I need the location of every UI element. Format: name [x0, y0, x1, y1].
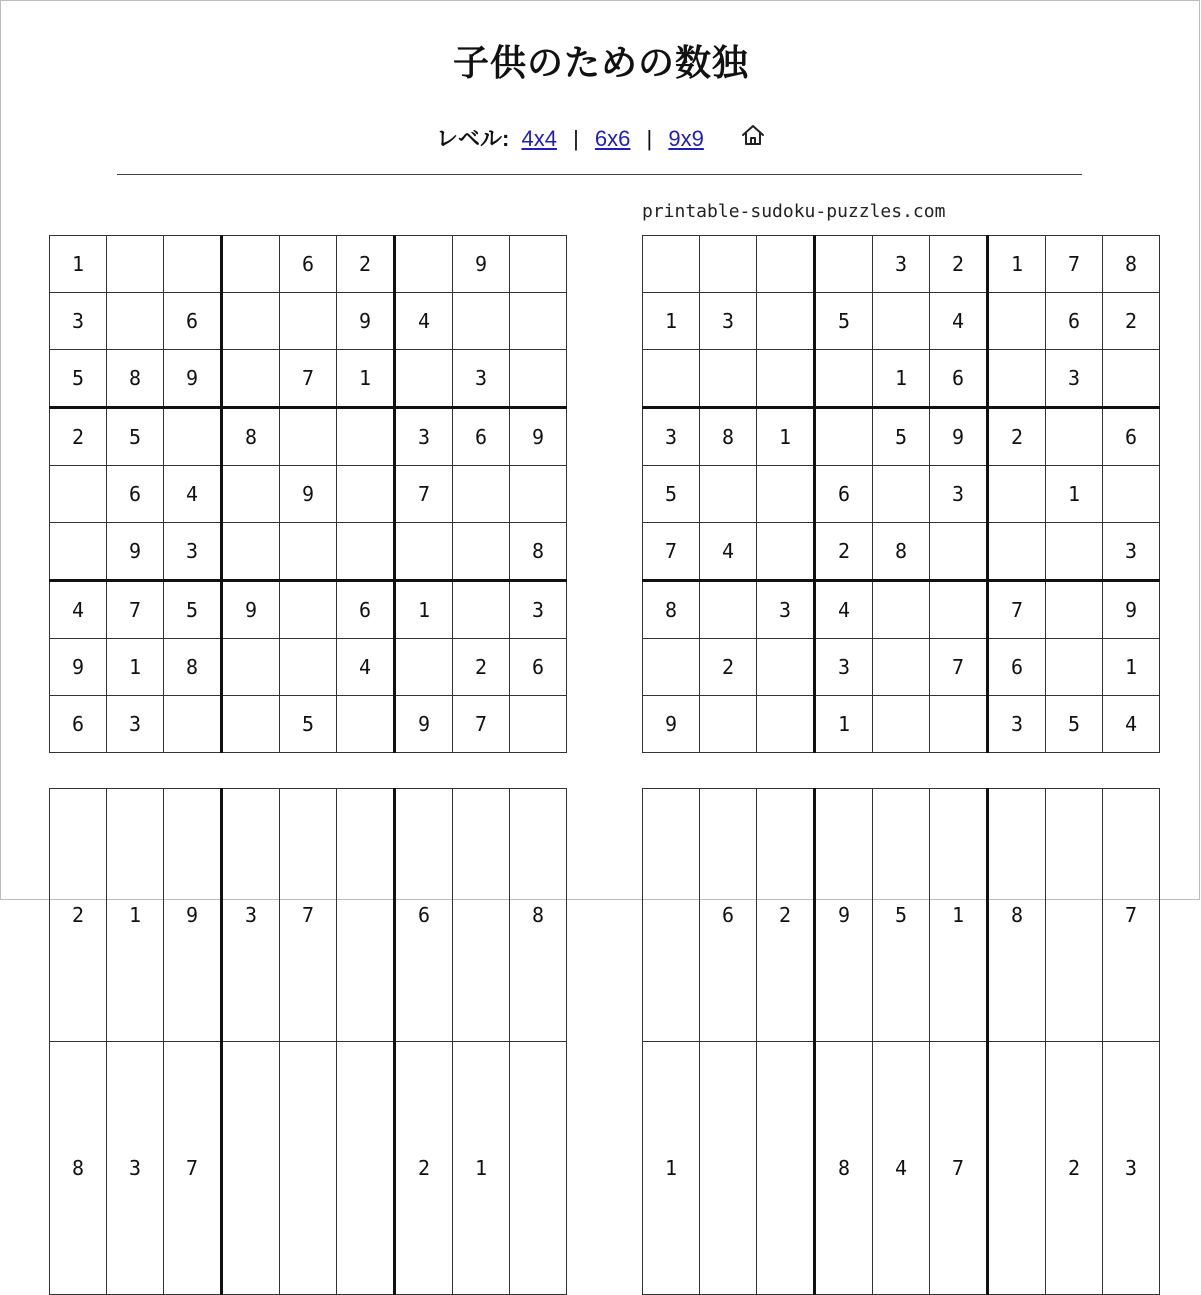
sudoku-row: [643, 523, 1160, 581]
sudoku-cell: [337, 696, 395, 753]
sudoku-cell: 4: [930, 293, 988, 350]
sudoku-cell: [395, 350, 453, 408]
sudoku-cell: [643, 350, 700, 408]
sudoku-cell: [873, 581, 930, 639]
sudoku-cell: 1: [50, 236, 107, 293]
sudoku-cell: 1: [757, 408, 815, 466]
sudoku-cell: 8: [222, 408, 280, 466]
level-link-9x9[interactable]: 9x9: [668, 126, 704, 151]
header-divider: [117, 174, 1082, 175]
sudoku-cell: 5: [1046, 696, 1103, 753]
sudoku-cell: 1: [930, 789, 988, 1042]
sudoku-cell: 9: [453, 236, 510, 293]
sudoku-cell: [337, 408, 395, 466]
level-label: レベル:: [436, 126, 510, 151]
sudoku-cell: [1103, 466, 1160, 523]
sudoku-cell: 4: [1103, 696, 1160, 753]
sudoku-cell: [988, 523, 1046, 581]
sudoku-cell: [164, 236, 222, 293]
sudoku-grid-2: [642, 235, 1160, 753]
sudoku-row: [643, 696, 1160, 753]
level-link-6x6[interactable]: 6x6: [594, 126, 631, 151]
sudoku-cell: 3: [988, 696, 1046, 753]
sudoku-cell: 5: [164, 581, 222, 639]
sudoku-cell: [453, 466, 510, 523]
sudoku-row: [643, 639, 1160, 696]
sudoku-cell: 7: [280, 350, 337, 408]
sudoku-grid-4: [642, 788, 1160, 1295]
sudoku-row: [643, 789, 1160, 1042]
sudoku-cell: [988, 293, 1046, 350]
sudoku-cell: [453, 581, 510, 639]
sudoku-cell: [510, 236, 567, 293]
sudoku-cell: 3: [222, 789, 280, 1042]
sudoku-cell: [643, 789, 700, 1042]
sudoku-cell: 2: [50, 789, 107, 1042]
sudoku-cell: [222, 293, 280, 350]
sudoku-cell: 3: [395, 408, 453, 466]
page-title: 子供のための数独: [452, 43, 749, 84]
sudoku-row: [643, 466, 1160, 523]
sudoku-cell: 3: [1103, 1042, 1160, 1295]
sudoku-cell: 7: [930, 1042, 988, 1295]
sudoku-cell: 4: [815, 581, 873, 639]
sudoku-row: [50, 1042, 567, 1295]
sudoku-row: [643, 293, 1160, 350]
sudoku-cell: 7: [643, 523, 700, 581]
sudoku-cell: 8: [1103, 236, 1160, 293]
sudoku-cell: 9: [280, 466, 337, 523]
sudoku-cell: 9: [164, 350, 222, 408]
sudoku-cell: 8: [510, 523, 567, 581]
sudoku-cell: 5: [107, 408, 164, 466]
sudoku-cell: 6: [164, 293, 222, 350]
sudoku-cell: [643, 639, 700, 696]
sudoku-cell: [280, 523, 337, 581]
sudoku-cell: 3: [700, 293, 757, 350]
sudoku-cell: [280, 581, 337, 639]
sudoku-cell: [930, 523, 988, 581]
sudoku-cell: [280, 293, 337, 350]
sudoku-cell: 3: [453, 350, 510, 408]
sudoku-cell: 2: [1103, 293, 1160, 350]
sudoku-cell: 6: [1103, 408, 1160, 466]
sudoku-cell: 2: [815, 523, 873, 581]
sudoku-cell: 1: [988, 236, 1046, 293]
sudoku-row: [643, 581, 1160, 639]
sudoku-cell: 7: [164, 1042, 222, 1295]
sudoku-cell: [757, 293, 815, 350]
sudoku-cell: 1: [643, 1042, 700, 1295]
sudoku-cell: 9: [815, 789, 873, 1042]
home-icon-svg: [740, 122, 766, 148]
sudoku-cell: 2: [1046, 1042, 1103, 1295]
sudoku-cell: 3: [643, 408, 700, 466]
sudoku-cell: 7: [453, 696, 510, 753]
sudoku-cell: 4: [700, 523, 757, 581]
sudoku-row: [50, 789, 567, 1042]
sudoku-row: [50, 408, 567, 466]
sudoku-cell: [700, 696, 757, 753]
sudoku-cell: [395, 523, 453, 581]
sudoku-cell: 6: [395, 789, 453, 1042]
sudoku-cell: 5: [280, 696, 337, 753]
sudoku-cell: [453, 293, 510, 350]
sudoku-cell: [873, 639, 930, 696]
sudoku-cell: 1: [107, 639, 164, 696]
sudoku-cell: [815, 236, 873, 293]
sudoku-cell: [757, 466, 815, 523]
sudoku-cell: 4: [873, 1042, 930, 1295]
sudoku-cell: [757, 350, 815, 408]
sudoku-cell: 6: [930, 350, 988, 408]
sudoku-cell: 3: [930, 466, 988, 523]
sudoku-cell: [510, 466, 567, 523]
sudoku-cell: [815, 408, 873, 466]
sudoku-cell: 3: [1103, 523, 1160, 581]
sudoku-cell: [757, 523, 815, 581]
sudoku-cell: 9: [395, 696, 453, 753]
sudoku-cell: 9: [930, 408, 988, 466]
sudoku-cell: 4: [337, 639, 395, 696]
level-separator: |: [646, 126, 653, 151]
site-label: printable-sudoku-puzzles.com: [642, 201, 946, 222]
sudoku-grid-1: [49, 235, 567, 753]
sudoku-row: [50, 236, 567, 293]
sudoku-cell: 2: [757, 789, 815, 1042]
sudoku-cell: [873, 696, 930, 753]
sudoku-cell: [164, 408, 222, 466]
sudoku-cell: 6: [453, 408, 510, 466]
sudoku-cell: 8: [643, 581, 700, 639]
sudoku-cell: [280, 408, 337, 466]
sudoku-cell: [510, 1042, 567, 1295]
sudoku-cell: 1: [453, 1042, 510, 1295]
sudoku-cell: [222, 350, 280, 408]
sudoku-cell: [1046, 639, 1103, 696]
sudoku-cell: [1046, 789, 1103, 1042]
sudoku-cell: 9: [50, 639, 107, 696]
sudoku-cell: 6: [510, 639, 567, 696]
sudoku-cell: [930, 696, 988, 753]
sudoku-cell: 8: [510, 789, 567, 1042]
sudoku-row: [50, 639, 567, 696]
sudoku-cell: 9: [222, 581, 280, 639]
sudoku-cell: 8: [988, 789, 1046, 1042]
sudoku-cell: [50, 466, 107, 523]
sudoku-cell: 9: [337, 293, 395, 350]
sudoku-cell: [930, 581, 988, 639]
sudoku-cell: 3: [1046, 350, 1103, 408]
sudoku-cell: [510, 293, 567, 350]
sudoku-cell: [453, 523, 510, 581]
sudoku-cell: [643, 236, 700, 293]
sudoku-row: [50, 293, 567, 350]
sudoku-cell: [280, 1042, 337, 1295]
sudoku-cell: 2: [50, 408, 107, 466]
sudoku-cell: [222, 1042, 280, 1295]
sudoku-cell: [222, 236, 280, 293]
sudoku-cell: 3: [107, 696, 164, 753]
sudoku-cell: [107, 293, 164, 350]
sudoku-cell: 5: [815, 293, 873, 350]
sudoku-cell: 8: [50, 1042, 107, 1295]
sudoku-cell: 3: [873, 236, 930, 293]
sudoku-cell: 7: [280, 789, 337, 1042]
sudoku-cell: [107, 236, 164, 293]
sudoku-cell: 5: [50, 350, 107, 408]
sudoku-cell: [700, 350, 757, 408]
sudoku-cell: 9: [643, 696, 700, 753]
level-nav: [1, 122, 1201, 153]
sudoku-cell: 4: [164, 466, 222, 523]
sudoku-cell: [988, 1042, 1046, 1295]
sudoku-cell: [222, 466, 280, 523]
sudoku-cell: 1: [337, 350, 395, 408]
sudoku-cell: [337, 523, 395, 581]
sudoku-grid-3: [49, 788, 567, 1295]
sudoku-cell: 4: [50, 581, 107, 639]
sudoku-cell: [815, 350, 873, 408]
sudoku-cell: 2: [930, 236, 988, 293]
sudoku-cell: 3: [164, 523, 222, 581]
sudoku-cell: [1046, 408, 1103, 466]
sudoku-cell: [50, 523, 107, 581]
sudoku-cell: 5: [873, 789, 930, 1042]
sudoku-cell: 7: [1103, 789, 1160, 1042]
sudoku-cell: 9: [1103, 581, 1160, 639]
sudoku-cell: 1: [643, 293, 700, 350]
sudoku-cell: 6: [1046, 293, 1103, 350]
sudoku-cell: 8: [700, 408, 757, 466]
sudoku-row: [50, 350, 567, 408]
sudoku-cell: 8: [107, 350, 164, 408]
sudoku-cell: [337, 1042, 395, 1295]
sudoku-row: [50, 466, 567, 523]
sudoku-cell: [700, 581, 757, 639]
sudoku-cell: [222, 639, 280, 696]
sudoku-row: [50, 696, 567, 753]
sudoku-cell: [988, 466, 1046, 523]
sudoku-cell: [757, 1042, 815, 1295]
sudoku-cell: 1: [1046, 466, 1103, 523]
sudoku-cell: 6: [107, 466, 164, 523]
sudoku-cell: 6: [280, 236, 337, 293]
sudoku-cell: [700, 236, 757, 293]
sudoku-cell: 6: [337, 581, 395, 639]
sudoku-cell: [873, 293, 930, 350]
level-separator: |: [573, 126, 579, 151]
sudoku-row: [50, 581, 567, 639]
sudoku-cell: 3: [107, 1042, 164, 1295]
sudoku-cell: [757, 236, 815, 293]
sudoku-cell: 2: [453, 639, 510, 696]
sudoku-cell: [337, 466, 395, 523]
sudoku-cell: [873, 466, 930, 523]
sudoku-cell: [757, 696, 815, 753]
sudoku-cell: 1: [873, 350, 930, 408]
sudoku-cell: 9: [164, 789, 222, 1042]
level-link-4x4[interactable]: 4x4: [521, 126, 557, 151]
sudoku-cell: 1: [107, 789, 164, 1042]
sudoku-cell: 8: [164, 639, 222, 696]
sudoku-cell: 9: [107, 523, 164, 581]
sudoku-cell: 5: [643, 466, 700, 523]
sudoku-cell: 3: [757, 581, 815, 639]
sudoku-cell: [1046, 523, 1103, 581]
sudoku-cell: 7: [988, 581, 1046, 639]
sudoku-cell: 2: [337, 236, 395, 293]
sudoku-cell: [395, 639, 453, 696]
sudoku-cell: 7: [1046, 236, 1103, 293]
sudoku-cell: 1: [1103, 639, 1160, 696]
sudoku-cell: [988, 350, 1046, 408]
sudoku-cell: 8: [815, 1042, 873, 1295]
sudoku-cell: [222, 696, 280, 753]
sudoku-row: [643, 408, 1160, 466]
sudoku-row: [50, 523, 567, 581]
sudoku-cell: 6: [815, 466, 873, 523]
sudoku-cell: 6: [50, 696, 107, 753]
sudoku-cell: 7: [930, 639, 988, 696]
sudoku-cell: [510, 696, 567, 753]
sudoku-cell: 7: [107, 581, 164, 639]
sudoku-cell: [337, 789, 395, 1042]
sudoku-cell: [395, 236, 453, 293]
sudoku-cell: [757, 639, 815, 696]
sudoku-cell: 1: [395, 581, 453, 639]
sudoku-cell: 2: [700, 639, 757, 696]
sudoku-cell: [1046, 581, 1103, 639]
sudoku-cell: [222, 523, 280, 581]
sudoku-cell: 6: [700, 789, 757, 1042]
sudoku-cell: [1103, 350, 1160, 408]
sudoku-row: [643, 1042, 1160, 1295]
sudoku-row: [643, 350, 1160, 408]
sudoku-cell: 8: [873, 523, 930, 581]
sudoku-cell: 3: [510, 581, 567, 639]
sudoku-cell: [700, 1042, 757, 1295]
sudoku-cell: [280, 639, 337, 696]
sudoku-cell: 6: [988, 639, 1046, 696]
sudoku-cell: 2: [395, 1042, 453, 1295]
sudoku-row: [643, 236, 1160, 293]
sudoku-cell: 2: [988, 408, 1046, 466]
sudoku-cell: 3: [50, 293, 107, 350]
home-icon[interactable]: [740, 122, 766, 148]
sudoku-cell: [700, 466, 757, 523]
sudoku-cell: [164, 696, 222, 753]
sudoku-cell: 4: [395, 293, 453, 350]
sudoku-cell: 5: [873, 408, 930, 466]
sudoku-cell: [510, 350, 567, 408]
sudoku-cell: [453, 789, 510, 1042]
sudoku-cell: 7: [395, 466, 453, 523]
sudoku-cell: 9: [510, 408, 567, 466]
sudoku-cell: 3: [815, 639, 873, 696]
sudoku-cell: 1: [815, 696, 873, 753]
